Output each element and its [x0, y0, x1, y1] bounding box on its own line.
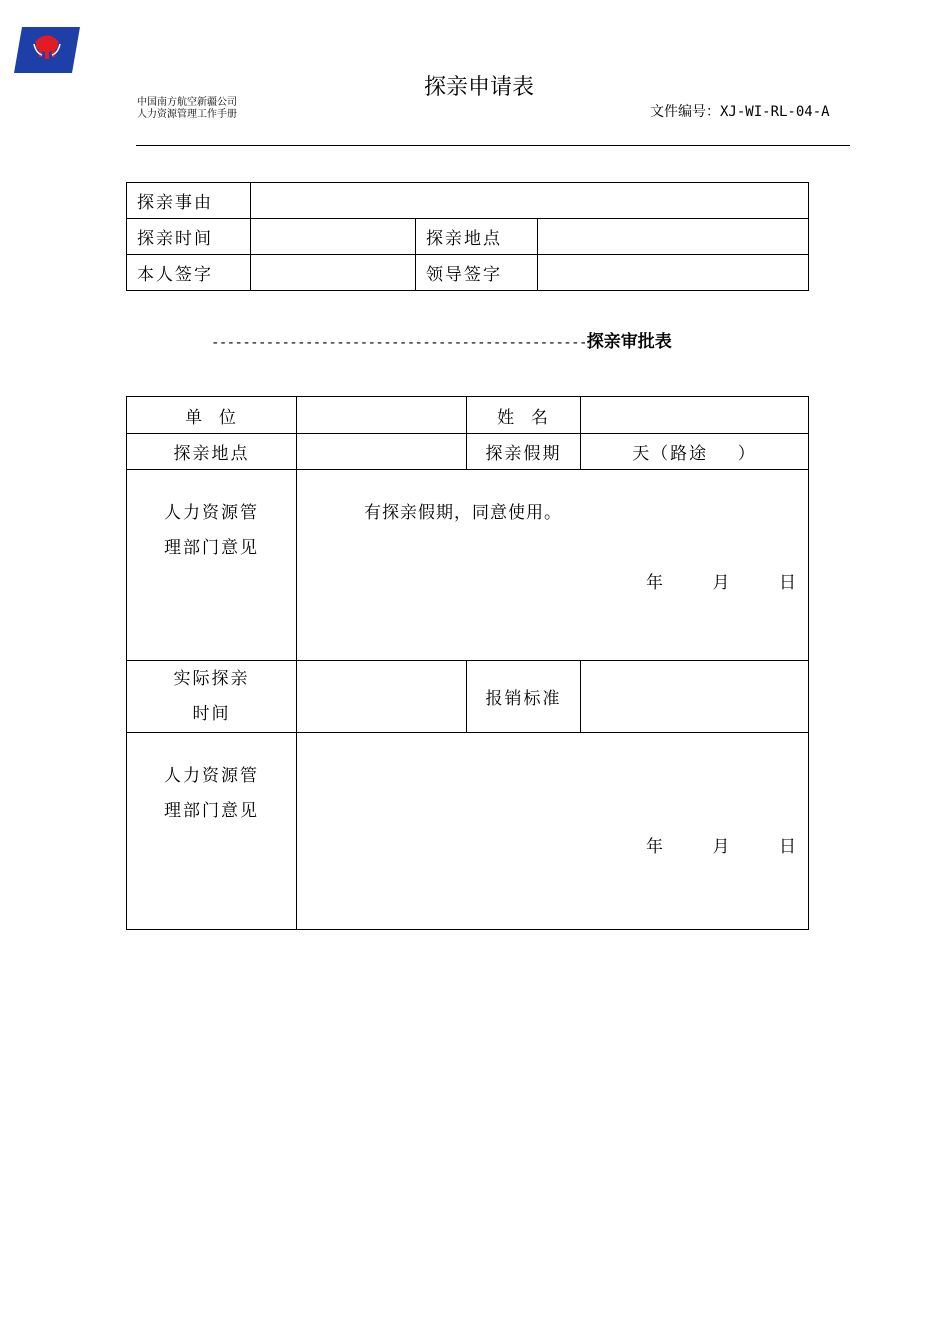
doc-number [650, 101, 830, 121]
leader-sign-field[interactable] [538, 255, 809, 291]
hr-opinion-label-line2: 理部门意见 [164, 538, 259, 558]
visit-place-label: 探亲地点 [416, 219, 538, 255]
doc-number-value: XJ-WI-RL-04-A [720, 104, 830, 120]
date-day: 日 [779, 837, 796, 857]
cut-line-dashes: ------------------------------------------------ [211, 335, 587, 351]
table-row [127, 219, 809, 255]
hr-opinion2-label-line1: 人力资源管 [164, 766, 259, 786]
header-divider [136, 145, 850, 146]
hr-opinion-label [127, 470, 297, 661]
reimburse-field[interactable] [581, 661, 809, 733]
self-sign-field[interactable] [251, 255, 416, 291]
leave-days-label: 探亲假期 [467, 434, 581, 470]
page-title: 探亲申请表 [424, 75, 535, 100]
date-day: 日 [779, 573, 796, 593]
visit-time-field[interactable] [251, 219, 416, 255]
visit-place-label: 探亲地点 [127, 434, 297, 470]
visit-place-field[interactable] [297, 434, 467, 470]
date-year: 年 [646, 573, 663, 593]
actual-time-label-line1: 实际探亲 [173, 668, 250, 689]
doc-number-label: 文件编号： [650, 104, 720, 120]
approval-table [126, 396, 809, 930]
company-info [137, 97, 237, 121]
table-row [127, 470, 809, 661]
actual-time-label [127, 661, 297, 733]
company-name: 中国南方航空新疆公司 [137, 97, 237, 108]
reason-label: 探亲事由 [127, 183, 251, 219]
table-row [127, 733, 809, 930]
hr-opinion2-date [646, 832, 796, 857]
name-field[interactable] [581, 397, 809, 434]
reason-field[interactable] [251, 183, 809, 219]
approval-form-title: 探亲审批表 [586, 332, 672, 352]
table-row [127, 397, 809, 434]
table-row [127, 434, 809, 470]
cut-line [211, 327, 672, 352]
table-row [127, 661, 809, 733]
application-table [126, 182, 809, 291]
hr-opinion2-label [127, 733, 297, 930]
date-year: 年 [646, 837, 663, 857]
visit-place-field[interactable] [538, 219, 809, 255]
date-month: 月 [712, 837, 730, 857]
table-row [127, 183, 809, 219]
unit-label: 单 位 [127, 397, 297, 434]
hr-opinion-date [646, 568, 796, 593]
leader-sign-label: 领导签字 [416, 255, 538, 291]
hr-opinion2-label-line2: 理部门意见 [164, 801, 259, 821]
airline-logo [14, 27, 80, 73]
actual-time-label-line2: 时间 [192, 703, 231, 724]
hr-opinion-text: 有探亲假期，同意使用。 [364, 503, 562, 523]
manual-name: 人力资源管理工作手册 [137, 109, 237, 120]
actual-time-field[interactable] [297, 661, 467, 733]
leave-days-field[interactable]: 天（路途 ） [581, 434, 809, 470]
self-sign-label: 本人签字 [127, 255, 251, 291]
reimburse-label: 报销标准 [467, 661, 581, 733]
table-row [127, 255, 809, 291]
visit-time-label: 探亲时间 [127, 219, 251, 255]
hr-opinion2-field[interactable] [297, 733, 809, 930]
hr-opinion-label-line1: 人力资源管 [164, 503, 259, 523]
date-month: 月 [712, 573, 730, 593]
name-label: 姓 名 [467, 397, 581, 434]
hr-opinion-field[interactable] [297, 470, 809, 661]
unit-field[interactable] [297, 397, 467, 434]
